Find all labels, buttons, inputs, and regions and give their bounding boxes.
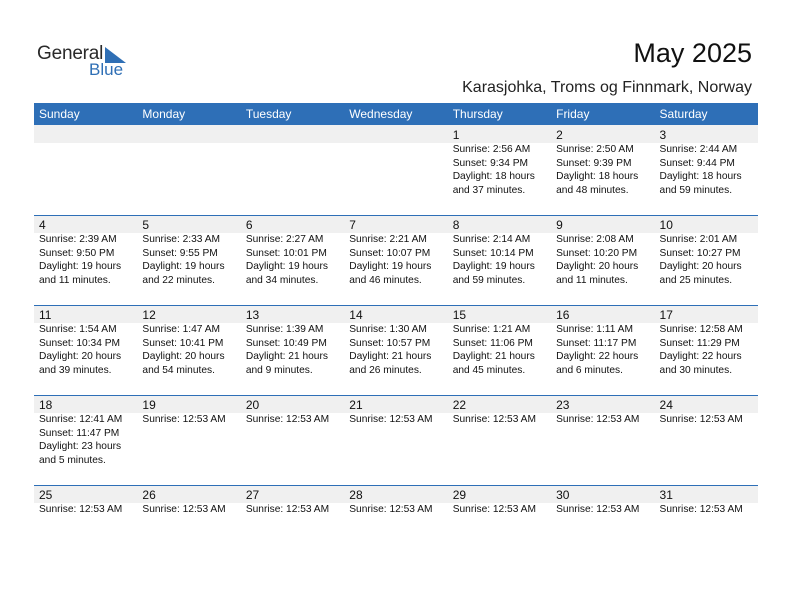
day-number: 21	[349, 398, 363, 412]
sun-info-line: Sunset: 10:07 PM	[349, 247, 431, 259]
sun-info-line: Sunset: 9:50 PM	[39, 247, 115, 259]
weekday-wednesday: Wednesday	[349, 107, 413, 121]
sun-info-line: Sunset: 10:49 PM	[245, 337, 327, 349]
day-number: 9	[556, 218, 563, 232]
day-cell	[137, 305, 240, 377]
day-cell	[551, 125, 654, 197]
day-number: 3	[659, 128, 667, 142]
day-cell	[551, 215, 654, 287]
day-cell	[344, 125, 447, 197]
day-number: 29	[452, 488, 467, 502]
sun-info-line: Daylight: 22 hours	[659, 351, 742, 362]
day-cell	[34, 305, 137, 377]
sun-info-line: Sunrise: 12:53 AM	[349, 504, 433, 515]
sun-info-line: and 5 minutes.	[39, 454, 106, 466]
sun-info-line: and 59 minutes.	[452, 274, 526, 286]
sun-info-line: Sunrise: 2:08 AM	[556, 234, 634, 245]
sun-info-line: Daylight: 19 hours	[39, 261, 122, 272]
sun-info-line: and 39 minutes.	[39, 364, 112, 376]
sun-info-line: Daylight: 21 hours	[452, 351, 535, 362]
day-number: 4	[39, 218, 46, 232]
day-cell	[241, 485, 344, 517]
day-number: 14	[349, 308, 363, 322]
sun-info-line: Sunrise: 12:53 AM	[452, 414, 536, 425]
sun-info-line: Daylight: 19 hours	[349, 261, 432, 272]
sun-info-line: Sunrise: 2:50 AM	[556, 144, 634, 155]
logo-blue-text: Blue	[89, 60, 124, 79]
day-number: 13	[245, 308, 260, 322]
day-number: 28	[349, 488, 363, 502]
sun-info-line: and 45 minutes.	[452, 364, 526, 376]
sun-info-line: Sunset: 10:27 PM	[659, 247, 741, 259]
day-number: 12	[142, 308, 156, 322]
location-subtitle: Karasjohka, Troms og Finnmark, Norway	[462, 79, 752, 96]
day-number: 20	[245, 398, 260, 412]
day-number: 6	[245, 218, 253, 232]
day-cell	[241, 305, 344, 377]
weekday-friday: Friday	[556, 107, 590, 121]
sun-info-line: Daylight: 20 hours	[659, 261, 742, 272]
weeks-container	[34, 125, 758, 575]
logo	[37, 43, 137, 83]
day-cell	[551, 305, 654, 377]
sun-info-line: Sunset: 11:47 PM	[39, 427, 120, 439]
sun-info-line: Sunrise: 12:53 AM	[452, 504, 536, 515]
sun-info-line: and 9 minutes.	[245, 364, 313, 376]
sun-info-line: Sunrise: 12:53 AM	[39, 504, 123, 515]
day-number: 24	[659, 398, 673, 412]
sun-info-line: and 30 minutes.	[659, 364, 733, 376]
day-cell	[448, 215, 551, 287]
sun-info-line: Sunrise: 12:53 AM	[142, 504, 226, 515]
day-number: 5	[142, 218, 150, 232]
sun-info-line: Sunrise: 2:33 AM	[142, 234, 221, 245]
day-number: 30	[556, 488, 570, 502]
day-number	[39, 125, 137, 143]
sun-info-line: Sunset: 10:34 PM	[39, 337, 120, 349]
day-number: 18	[39, 398, 53, 412]
sun-info-line: Sunset: 9:34 PM	[452, 157, 529, 169]
day-number: 2	[556, 128, 563, 142]
day-cell	[655, 485, 758, 517]
sun-info-line: and 59 minutes.	[659, 184, 733, 196]
sun-info-line: and 26 minutes.	[349, 364, 422, 376]
sun-info-line: Sunrise: 2:14 AM	[452, 234, 531, 245]
sun-info-line: Sunset: 11:29 PM	[659, 337, 740, 349]
sun-info-line: Daylight: 19 hours	[452, 261, 535, 272]
day-cell	[448, 485, 551, 517]
day-number: 1	[452, 128, 460, 142]
day-cell	[34, 215, 137, 287]
day-cell	[344, 305, 447, 377]
day-cell	[137, 395, 240, 467]
sun-info-line: Sunrise: 12:53 AM	[659, 504, 743, 515]
day-cell	[34, 485, 137, 517]
sun-info-line: Sunrise: 2:56 AM	[452, 144, 531, 155]
sun-info-line: Sunrise: 12:53 AM	[349, 414, 433, 425]
week-cells	[34, 125, 758, 197]
day-number: 22	[452, 398, 467, 412]
day-cell	[655, 125, 758, 197]
sun-info-line: Daylight: 21 hours	[245, 351, 328, 362]
sun-info-line: Sunset: 11:06 PM	[452, 337, 533, 349]
weekday-monday: Monday	[142, 107, 186, 121]
sun-info-line: Sunrise: 1:47 AM	[142, 324, 221, 335]
week-cells	[34, 485, 758, 517]
week-row	[34, 125, 758, 215]
weekday-saturday: Saturday	[659, 107, 708, 121]
day-cell	[655, 305, 758, 377]
sun-info-line: Sunrise: 12:53 AM	[556, 414, 640, 425]
sun-info-line: Sunrise: 1:30 AM	[349, 324, 427, 335]
day-cell	[137, 485, 240, 517]
day-number	[349, 125, 447, 143]
day-cell	[448, 305, 551, 377]
day-cell	[137, 125, 240, 197]
day-number: 11	[39, 308, 52, 322]
day-cell	[344, 485, 447, 517]
sun-info-line: Sunrise: 12:41 AM	[39, 414, 123, 425]
logo-general-text: General	[37, 43, 104, 64]
sun-info-line: and 11 minutes.	[39, 274, 111, 286]
week-cells	[34, 215, 758, 287]
sun-info-line: Sunrise: 1:11 AM	[556, 324, 633, 335]
sun-info-line: Sunset: 9:55 PM	[142, 247, 218, 259]
sun-info-line: Daylight: 21 hours	[349, 351, 432, 362]
sun-info-line: Sunset: 10:01 PM	[245, 247, 327, 259]
day-number: 19	[142, 398, 156, 412]
day-number: 23	[556, 398, 570, 412]
sun-info-line: Sunrise: 12:53 AM	[245, 504, 330, 515]
day-number	[246, 125, 344, 143]
week-cells	[34, 395, 758, 467]
sun-info-line: Sunrise: 1:39 AM	[245, 324, 324, 335]
sun-info-line: Daylight: 19 hours	[245, 261, 328, 272]
week-row	[34, 395, 758, 485]
day-number: 10	[659, 218, 673, 232]
day-cell	[655, 215, 758, 287]
weekday-header	[34, 103, 758, 125]
day-cell	[241, 395, 344, 467]
sun-info-line: Sunrise: 1:54 AM	[39, 324, 117, 335]
sun-info-line: Sunset: 9:44 PM	[659, 157, 735, 169]
sun-info-line: Daylight: 18 hours	[452, 171, 535, 182]
day-cell	[34, 395, 137, 467]
sun-info-line: Sunset: 11:17 PM	[556, 337, 637, 349]
day-cell	[448, 125, 551, 197]
sun-info-line: and 25 minutes.	[659, 274, 733, 286]
sun-info-line: Sunset: 10:14 PM	[452, 247, 534, 259]
sun-info-line: Daylight: 23 hours	[39, 441, 122, 452]
sun-info-line: Sunrise: 12:53 AM	[659, 414, 743, 425]
sun-info-line: Sunrise: 12:53 AM	[556, 504, 640, 515]
week-row	[34, 485, 758, 575]
sun-info-line: Sunrise: 2:01 AM	[659, 234, 738, 245]
page-title: May 2025	[633, 38, 752, 68]
sun-info-line: Sunrise: 2:44 AM	[659, 144, 738, 155]
sun-info-line: and 34 minutes.	[245, 274, 319, 286]
weekday-thursday: Thursday	[452, 107, 503, 121]
sun-info-line: Daylight: 20 hours	[39, 351, 122, 362]
day-number: 31	[659, 488, 673, 502]
sun-info-line: and 11 minutes.	[556, 274, 628, 286]
sun-info-line: Sunrise: 2:21 AM	[349, 234, 427, 245]
sun-info-line: Sunset: 9:39 PM	[556, 157, 632, 169]
sun-info-line: Sunrise: 1:21 AM	[452, 324, 531, 335]
sun-info-line: Daylight: 19 hours	[142, 261, 225, 272]
day-cell	[344, 395, 447, 467]
weekday-sunday: Sunday	[39, 107, 80, 121]
sun-info-line: Sunset: 10:20 PM	[556, 247, 638, 259]
week-row	[34, 305, 758, 395]
day-number: 25	[39, 488, 53, 502]
day-cell	[551, 395, 654, 467]
day-cell	[448, 395, 551, 467]
day-number: 16	[556, 308, 570, 322]
sun-info-line: and 37 minutes.	[452, 184, 526, 196]
week-row	[34, 215, 758, 305]
sun-info-line: Sunset: 10:57 PM	[349, 337, 431, 349]
day-cell	[34, 125, 137, 197]
sun-info-line: Sunrise: 2:27 AM	[245, 234, 324, 245]
day-number: 27	[245, 488, 260, 502]
sun-info-line: Daylight: 22 hours	[556, 351, 639, 362]
sun-info-line: Daylight: 18 hours	[556, 171, 639, 182]
sun-info-line: Sunset: 10:41 PM	[142, 337, 224, 349]
day-cell	[241, 215, 344, 287]
sun-info-line: Sunrise: 12:53 AM	[142, 414, 226, 425]
sun-info-line: Daylight: 18 hours	[659, 171, 742, 182]
day-cell	[655, 395, 758, 467]
sun-info-line: and 46 minutes.	[349, 274, 422, 286]
sun-info-line: Sunrise: 12:58 AM	[659, 324, 743, 335]
day-number: 15	[452, 308, 467, 322]
sun-info-line: Daylight: 20 hours	[142, 351, 225, 362]
sun-info-line: Daylight: 20 hours	[556, 261, 639, 272]
sun-info-line: and 48 minutes.	[556, 184, 629, 196]
day-number: 26	[142, 488, 156, 502]
day-cell	[137, 215, 240, 287]
sun-info-line: Sunrise: 12:53 AM	[245, 414, 330, 425]
day-number: 8	[452, 218, 460, 232]
sun-info-line: and 6 minutes.	[556, 364, 623, 376]
day-number: 17	[659, 308, 673, 322]
day-cell	[241, 125, 344, 197]
day-cell	[344, 215, 447, 287]
calendar-grid	[34, 103, 758, 575]
sun-info-line: and 22 minutes.	[142, 274, 215, 286]
sun-info-line: Sunrise: 2:39 AM	[39, 234, 117, 245]
day-cell	[551, 485, 654, 517]
week-cells	[34, 305, 758, 377]
weekday-tuesday: Tuesday	[245, 107, 292, 121]
day-number: 7	[349, 218, 356, 232]
sun-info-line: and 54 minutes.	[142, 364, 215, 376]
day-number	[142, 125, 240, 143]
